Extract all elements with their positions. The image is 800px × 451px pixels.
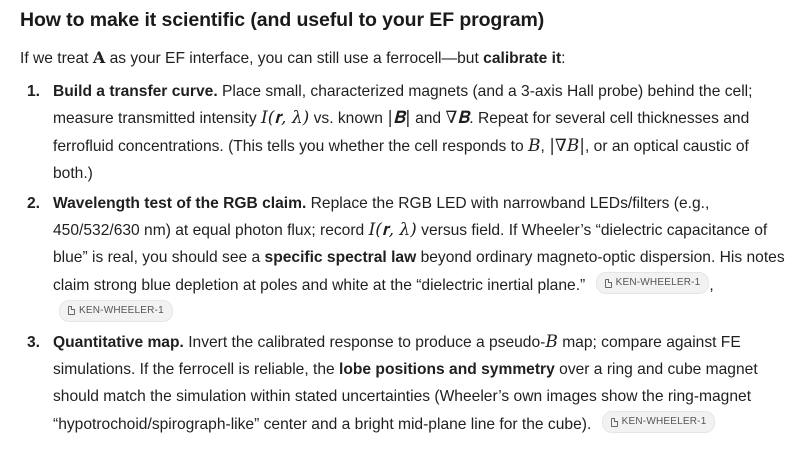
list-item-3: [0, 329, 800, 439]
item-text: over a ring and cube magnet should match the simulation within stated uncertainties (Wheeler’s own images show the ring-magnet “hypotrochoid/spirograph-like” center and a bright mid-plane line for the cube).: [53, 361, 758, 433]
intro-bold-calibrate: calibrate it: [483, 50, 562, 67]
intro-symbol-a: A: [92, 48, 106, 67]
item-text: Invert the calibrated response to produce a pseudo-: [188, 333, 546, 351]
document-icon: [611, 418, 618, 427]
document-icon: [68, 306, 75, 315]
citation-label: KEN-WHEELER-1: [621, 416, 707, 428]
item-title: Wavelength test of the RGB claim.: [53, 194, 307, 212]
math-abs-b: |𝐁|: [387, 108, 411, 129]
math-abs-grad-b: |∇B|: [549, 135, 586, 156]
item-text: , or an optical caustic of both.): [53, 137, 749, 183]
item-title: Build a transfer curve.: [53, 83, 218, 100]
item-number: 2.: [27, 194, 41, 212]
intro-text-pre: If we treat: [20, 50, 89, 67]
item-text: ,: [540, 137, 545, 155]
list-item-1: [0, 78, 800, 188]
citation-label: KEN-WHEELER-1: [615, 277, 701, 289]
citation-chip[interactable]: [596, 272, 710, 294]
item-text: beyond ordinary magneto-optic dispersion. His notes claim strong blue depletion at poles and white at the “dielectric inertial plane.”: [53, 249, 785, 294]
item-text: Place small, characterized magnets (and a 3-axis Hall probe) behind the cell; measure transmitted intensity: [53, 83, 753, 128]
item-number: 3.: [27, 333, 41, 351]
item-text: and: [415, 110, 442, 128]
math-intensity: I(𝐫, λ): [368, 220, 417, 241]
item-bold-phrase: lobe positions and symmetry: [339, 361, 555, 379]
item-text: versus field. If Wheeler’s “dielectric capacitance of blue” is real, you should see a: [53, 222, 768, 267]
math-grad-b: ∇𝐁: [445, 108, 470, 129]
document-icon: [605, 279, 612, 288]
intro-text-post: :: [561, 50, 566, 67]
section-heading: How to make it scientific (and useful to your EF program): [20, 9, 545, 31]
item-text: map; compare against FE simulations. If the ferrocell is reliable, the: [53, 333, 741, 379]
steps-list: [0, 78, 800, 438]
list-item-2: [0, 190, 800, 327]
item-text: ,: [709, 276, 714, 294]
citation-chip[interactable]: [602, 411, 716, 433]
math-b: B: [545, 331, 558, 352]
math-b: B: [528, 135, 541, 156]
item-number: 1.: [27, 83, 41, 100]
intro-paragraph: [20, 46, 565, 71]
math-intensity: I(𝐫, λ): [261, 108, 310, 129]
intro-text-mid: as your EF interface, you can still use a ferrocell—but: [109, 50, 479, 67]
item-text: . Repeat for several cell thicknesses and ferrofluid concentrations. (This tells you whether the cell responds to: [53, 110, 750, 155]
item-text: vs. known: [313, 110, 383, 128]
item-title: Quantitative map.: [53, 333, 184, 351]
citation-label: KEN-WHEELER-1: [79, 304, 164, 316]
item-bold-phrase: specific spectral law: [264, 249, 417, 267]
citation-chip[interactable]: [59, 300, 173, 322]
item-text: Replace the RGB LED with narrowband LEDs/filters (e.g., 450/532/630 nm) at equal photon flux; record: [53, 194, 710, 240]
